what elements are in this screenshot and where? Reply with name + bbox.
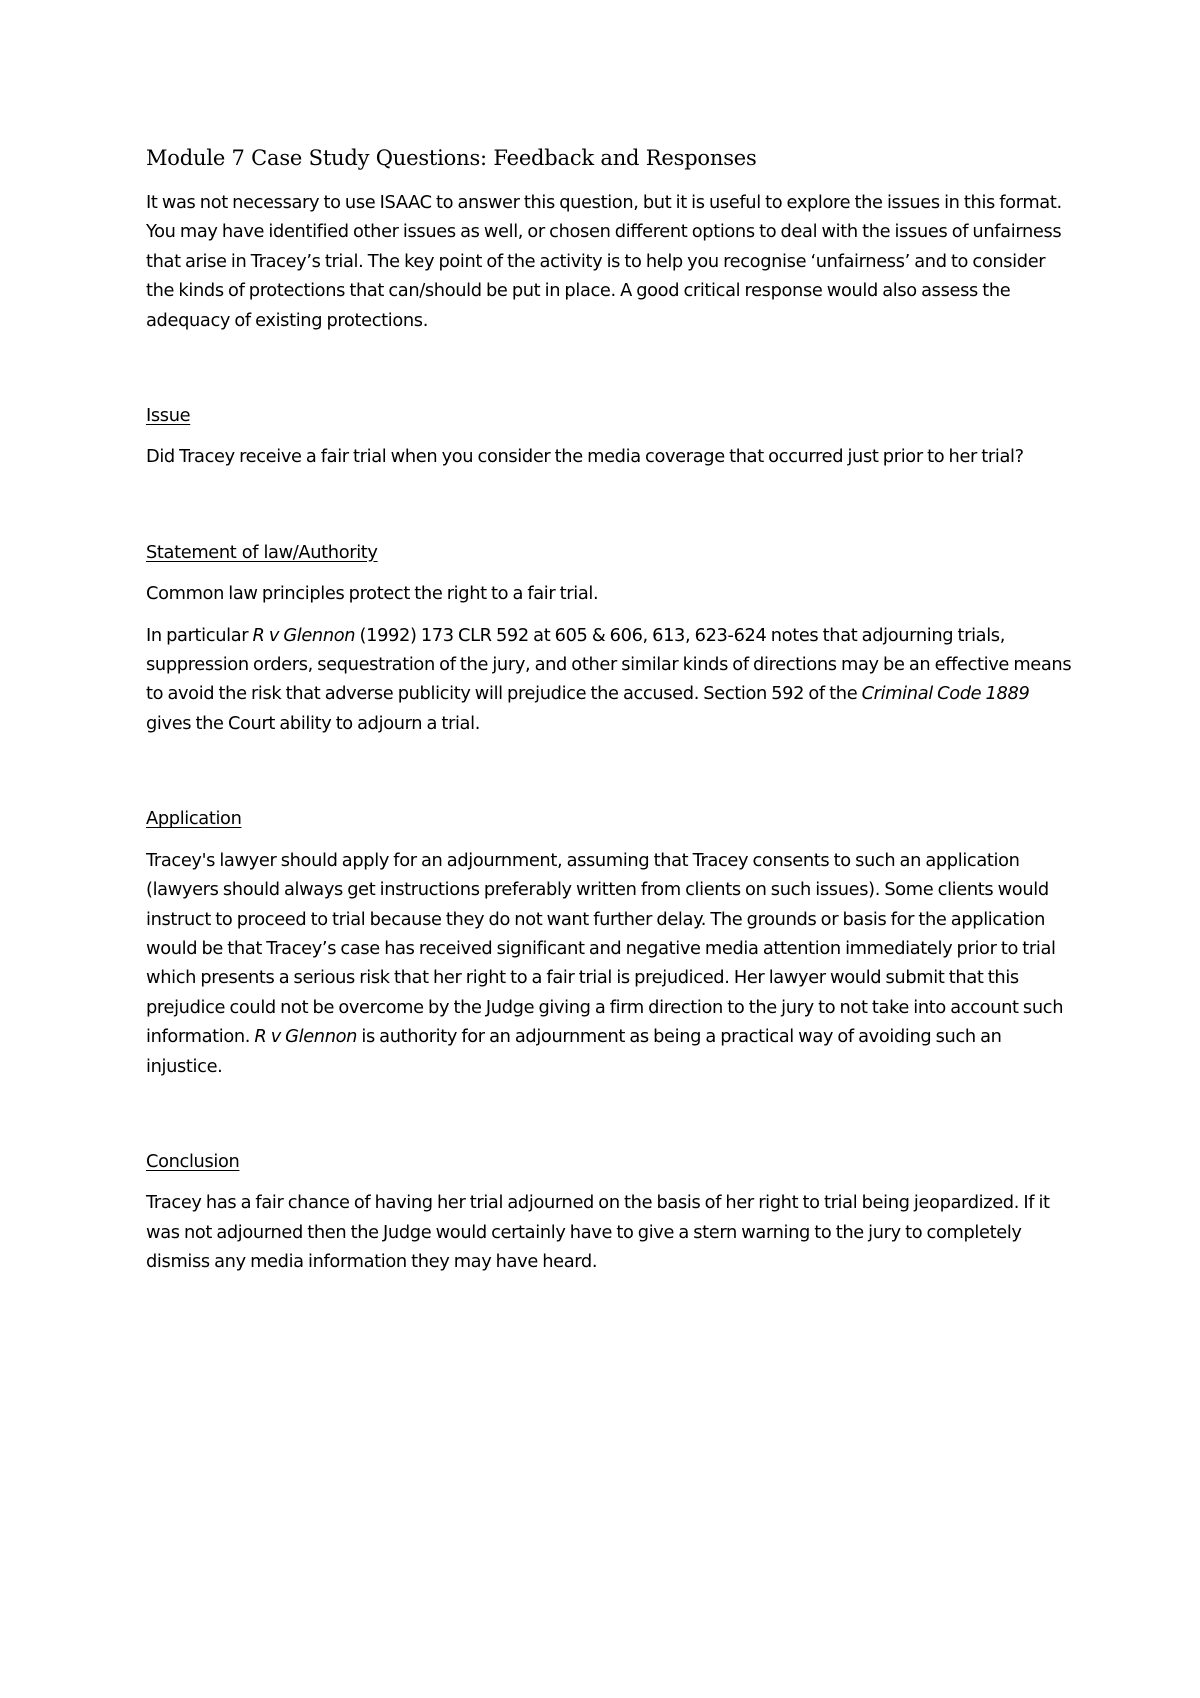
law-p2-pre: In particular	[146, 624, 253, 646]
intro-paragraph: It was not necessary to use ISAAC to answer this question, but it is useful to explore the issues in this format. You may have identified other issues as well, or chosen different options to deal with the issues of unfairness that arise in Tracey’s trial. The key point of the activity is to help you recognise ‘unfairness’ and to consider the kinds of protections that can/should be put in place. A good critical response would also assess the adequacy of existing protections.	[146, 192, 1062, 331]
application-post: is authority for an adjournment as being a practical way of avoiding such an injustice.	[146, 1026, 1002, 1077]
application-paragraph	[146, 846, 1076, 1081]
application-heading: Application	[146, 808, 242, 830]
document-title: Module 7 Case Study Questions: Feedback and Responses	[146, 146, 757, 170]
application-pre: Tracey's lawyer should apply for an adjournment, assuming that Tracey consents to such an application (lawyers should always get instructions preferably written from clients on such issues). Some clients would instruct to proceed to trial because they do not want further delay. The grounds or basis for the application would be that Tracey’s case has received significant and negative media attention immediately prior to trial which presents a serious risk that her right to a fair trial is prejudiced. Her lawyer would submit that this prejudice could not be overcome by the Judge giving a firm direction to the jury to not take into account such information.	[146, 849, 1064, 1048]
conclusion-paragraph: Tracey has a fair chance of having her trial adjourned on the basis of her right to trial being jeopardized. If it was not adjourned then the Judge would certainly have to give a stern warning to the jury to completely dismiss any media information they may have heard.	[146, 1192, 1050, 1273]
case-name-glennon: R v Glennon	[252, 624, 356, 646]
law-paragraph-1: Common law principles protect the right to a fair trial.	[146, 583, 599, 605]
law-p2-post: gives the Court ability to adjourn a trial.	[146, 712, 480, 734]
issue-paragraph: Did Tracey receive a fair trial when you consider the media coverage that occurred just prior to her trial?	[146, 446, 1024, 468]
law-paragraph-2	[146, 621, 1076, 739]
issue-heading: Issue	[146, 405, 191, 427]
statute-name: Criminal Code 1889	[861, 683, 1030, 705]
case-name-glennon-2: R v Glennon	[254, 1026, 358, 1048]
conclusion-heading: Conclusion	[146, 1150, 240, 1172]
law-p2-mid: (1992) 173 CLR 592 at 605 & 606, 613, 623-624 notes that adjourning trials, suppression orders, sequestration of the jury, and other similar kinds of directions may be an effective means to avoid the risk that adverse publicity will prejudice the accused. Section 592 of the	[146, 624, 1072, 705]
law-heading: Statement of law/Authority	[146, 541, 378, 563]
document-body	[146, 143, 1076, 1277]
